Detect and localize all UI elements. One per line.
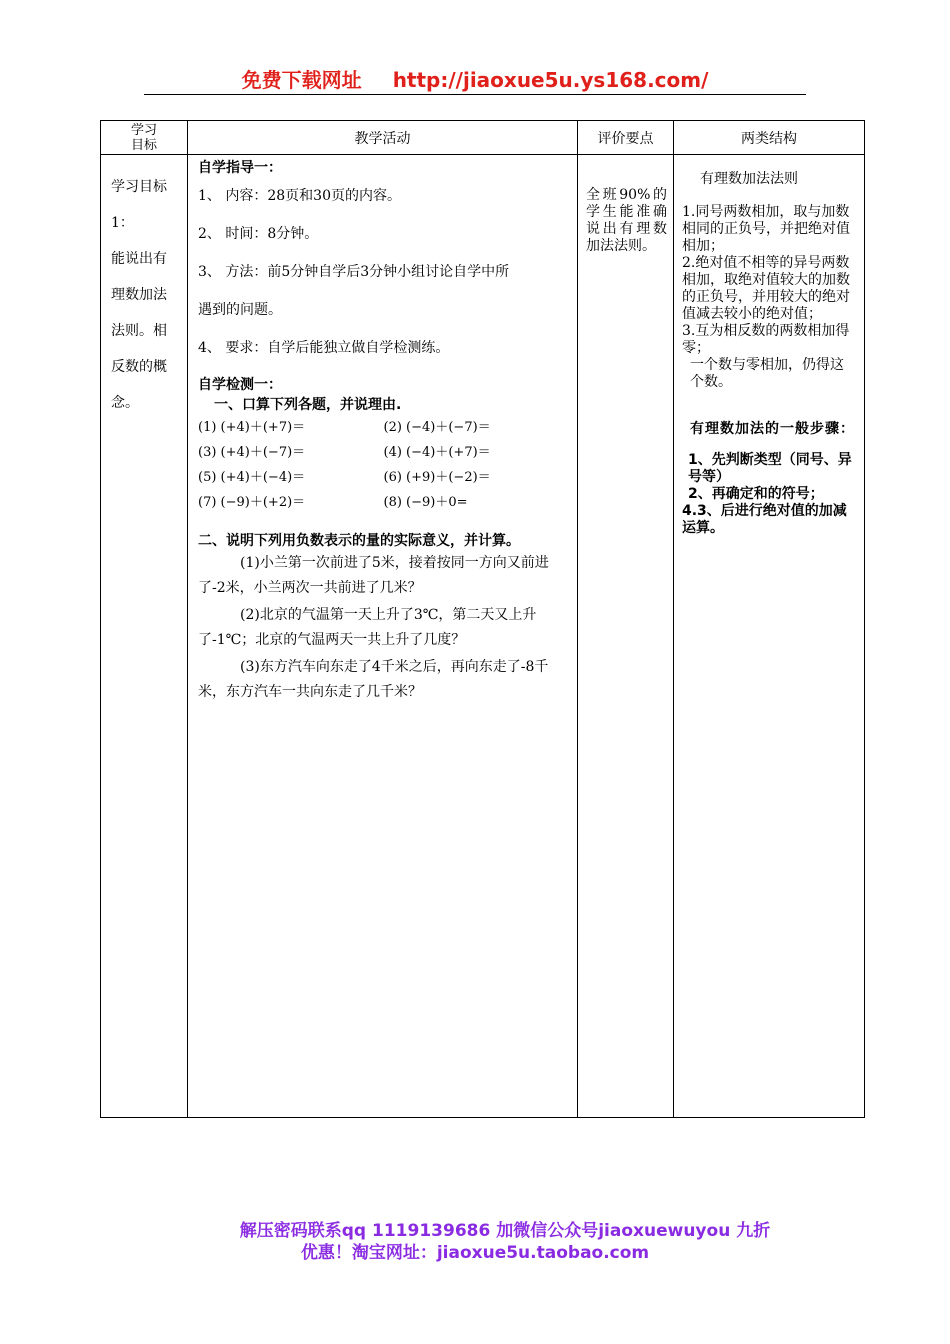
equation-row <box>198 465 569 490</box>
equation: (6) (+9)＋(−2)＝ <box>383 470 491 485</box>
lesson-table <box>100 120 865 1118</box>
equation: (7) (−9)＋(+2)＝ <box>198 495 306 510</box>
goal-line: 反数的概 <box>111 359 167 375</box>
evaluation-cell <box>578 155 674 1118</box>
guide-item: 3、 方法：前5分钟自学后3分钟小组讨论自学中所 <box>198 264 510 280</box>
guide-item: 1、 内容：28页和30页的内容。 <box>198 188 401 204</box>
steps-title: 有理数加法的一般步骤： <box>690 421 855 437</box>
header-evaluation: 评价要点 <box>578 121 674 155</box>
goal-line: 能说出有 <box>111 251 167 267</box>
rule-title: 有理数加法法则 <box>700 171 798 187</box>
step-item: 4.3、后进行绝对值的加减运算。 <box>682 503 847 536</box>
problem: (2)北京的气温第一天上升了3℃，第二天又上升了-1℃；北京的气温两天一共上升了几度？ <box>198 607 537 648</box>
page-header <box>144 64 806 95</box>
problem: (1)小兰第一次前进了5米，接着按同一方向又前进了-2米，小兰两次一共前进了几米？ <box>198 555 549 596</box>
rule-item: 3.互为相反数的两数相加得零； <box>682 323 850 356</box>
problem: (3)东方汽车向东走了4千米之后，再向东走了-8千米，东方汽车一共向东走了几千米？ <box>198 659 549 700</box>
check-title: 自学检测一： <box>198 377 282 393</box>
header-structure: 两类结构 <box>674 121 865 155</box>
goal-line: 学习目标 <box>111 179 167 195</box>
page-footer <box>0 1220 950 1264</box>
section1-title: 一、口算下列各题，并说理由. <box>214 397 402 413</box>
guide-title: 自学指导一： <box>198 160 282 176</box>
rule-item: 1.同号两数相加，取与加数相同的正负号，并把绝对值相加； <box>682 204 850 254</box>
goal-line: 法则。相 <box>111 323 167 339</box>
equation: (4) (−4)＋(+7)＝ <box>383 445 491 460</box>
rule-item: 2.绝对值不相等的异号两数相加，取绝对值较大的加数的正负号，并用较大的绝对值减去较小的绝对值； <box>682 255 850 322</box>
structure-cell <box>674 155 865 1118</box>
section2-title: 二、说明下列用负数表示的量的实际意义，并计算。 <box>198 533 520 549</box>
goal-cell <box>101 155 188 1118</box>
footer-line-1: 解压密码联系qq 1119139686 加微信公众号jiaoxuewuyou 九折 <box>239 1221 771 1241</box>
evaluation-text: 全班90%的学生能准确说出有理数加法法则。 <box>586 187 667 254</box>
table-header-row <box>101 121 865 155</box>
equation-row <box>198 490 569 515</box>
step-item: 2、再确定和的符号； <box>688 486 824 502</box>
table-body-row <box>101 155 865 1118</box>
header-activity: 教学活动 <box>188 121 578 155</box>
equation: (2) (−4)＋(−7)＝ <box>383 420 491 435</box>
goal-line: 念。 <box>111 395 139 411</box>
equation: (8) (−9)＋0= <box>383 495 468 510</box>
guide-item: 遇到的问题。 <box>198 302 282 318</box>
rule-item: 一个数与零相加，仍得这个数。 <box>690 357 844 390</box>
guide-item: 2、 时间：8分钟。 <box>198 226 319 242</box>
guide-item: 4、 要求：自学后能独立做自学检测练。 <box>198 340 450 356</box>
goal-line: 理数加法 <box>111 287 167 303</box>
step-item: 1、先判断类型（同号、异号等） <box>688 452 852 485</box>
header-title: 免费下载网址 <box>241 68 362 92</box>
equation: (3) (+4)＋(−7)＝ <box>198 445 306 460</box>
equation-row <box>198 440 569 465</box>
header-url[interactable]: http://jiaoxue5u.ys168.com/ <box>392 68 709 92</box>
equation-row <box>198 415 569 440</box>
equation: (1) (+4)＋(+7)＝ <box>198 420 306 435</box>
footer-line-2: 优惠！淘宝网址：jiaoxue5u.taobao.com <box>300 1243 650 1263</box>
activity-cell <box>188 155 578 1118</box>
equation: (5) (+4)＋(−4)＝ <box>198 470 306 485</box>
goal-line: 1： <box>111 215 134 231</box>
header-goal: 学习目标 <box>101 121 188 155</box>
